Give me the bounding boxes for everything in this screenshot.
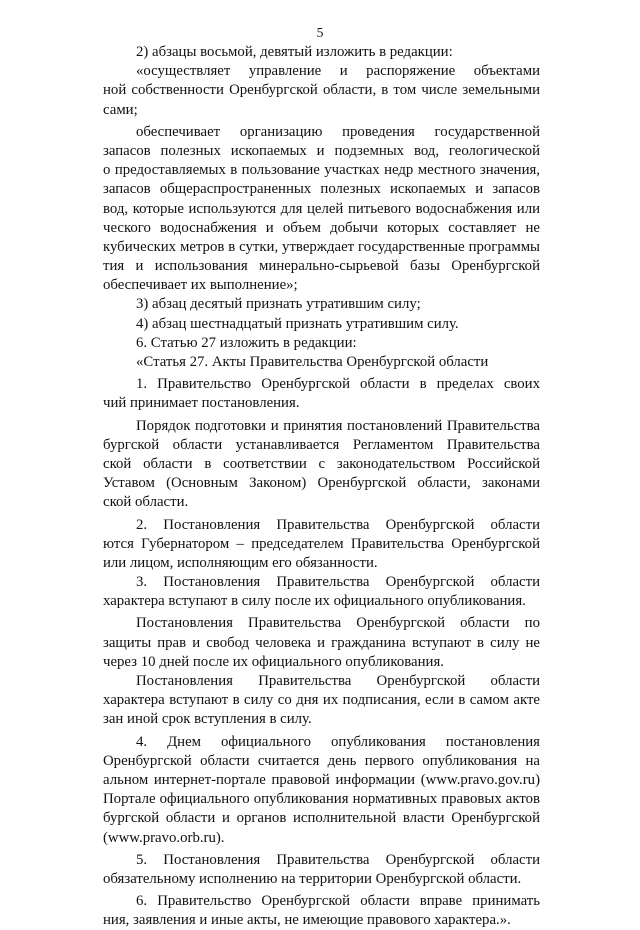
paragraph-line: (www.pravo.orb.ru). — [103, 829, 225, 846]
paragraph-line: 4. Днем официального опубликования постановления — [136, 733, 540, 750]
paragraph-line: ются Губернатором – председателем Правительства Оренбургской — [103, 535, 540, 552]
paragraph-line: характера вступают в силу после их официального опубликования. — [103, 593, 526, 610]
paragraph-line: обеспечивает их выполнение»; — [103, 277, 298, 294]
paragraph-line: запасов полезных ископаемых и подземных вод, геологической — [103, 142, 540, 159]
paragraph-line: 6. Правительство Оренбургской области вправе принимать — [136, 893, 540, 910]
paragraph-line: Постановления Правительства Оренбургской области — [136, 673, 540, 689]
paragraph-line: 6. Статью 27 изложить в редакции: — [136, 334, 357, 351]
article-heading: «Статья 27. Акты Правительства Оренбургской области — [136, 354, 489, 370]
paragraph-line: о предоставляемых в пользование участках недр местного значения, — [103, 162, 540, 179]
paragraph-line: чий принимает постановления. — [103, 395, 300, 412]
paragraph-line: Порядок подготовки и принятия постановлений Правительства — [136, 417, 540, 434]
paragraph-line: 5. Постановления Правительства Оренбургской области — [136, 851, 540, 868]
page-number: 5 — [316, 25, 324, 40]
paragraph-line: «осуществляет управление и распоряжение объектами — [136, 63, 540, 80]
paragraph-line: ной собственности Оренбургской области, в том числе земельными — [103, 82, 540, 99]
paragraph-line: вод, которые используются для целей питьевого водоснабжения или — [103, 200, 540, 217]
paragraph-line: защиты прав и свобод человека и гражданина вступают в силу не — [103, 634, 540, 651]
paragraph-line: или лицом, исполняющим его обязанности. — [103, 554, 378, 571]
paragraph-line: обеспечивает организацию проведения государственной — [136, 123, 540, 140]
paragraph-line: запасов общераспространенных полезных ископаемых и запасов — [103, 181, 540, 198]
paragraph-line: ческого водоснабжения и объем добычи которых составляет не — [103, 219, 540, 236]
paragraph-line: 3. Постановления Правительства Оренбургской области — [136, 574, 540, 591]
paragraph-line: тия и использования минерально-сырьевой базы Оренбургской — [103, 258, 540, 275]
paragraph-line: альном интернет-портале правовой информации (www.pravo.gov.ru) — [103, 771, 540, 788]
paragraph-line: ской области в соответствии с законодательством Российской — [103, 455, 540, 472]
paragraph-line: бургской области и органов исполнительной власти Оренбургской — [103, 810, 540, 827]
paragraph-line: Уставом (Основным Законом) Оренбургской области, законами — [103, 475, 540, 492]
paragraph-line: 4) абзац шестнадцатый признать утратившим силу. — [136, 315, 459, 332]
paragraph-line: бургской области устанавливается Регламентом Правительства — [103, 436, 540, 453]
paragraph-line: кубических метров в сутки, утверждает государственные программы — [103, 238, 540, 255]
paragraph-line: характера вступают в силу со дня их подписания, если в самом акте — [103, 692, 540, 709]
document-body — [103, 43, 540, 930]
paragraph-line: 2) абзацы восьмой, девятый изложить в редакции: — [136, 44, 453, 60]
paragraph-line: ской области. — [103, 494, 189, 511]
paragraph-line: обязательному исполнению на территории Оренбургской области. — [103, 870, 522, 887]
paragraph-line: Оренбургской области считается день первого опубликования на — [103, 752, 540, 769]
paragraph-line: сами; — [103, 101, 138, 118]
paragraph-line: 1. Правительство Оренбургской области в пределах своих — [136, 376, 540, 393]
paragraph-line: Постановления Правительства Оренбургской области по — [136, 615, 540, 632]
paragraph-line: 3) абзац десятый признать утратившим силу; — [136, 296, 421, 313]
paragraph-line: через 10 дней после их официального опубликования. — [103, 653, 444, 670]
paragraph-line: Портале официального опубликования нормативных правовых актов — [103, 791, 540, 808]
paragraph-line: ния, заявления и иные акты, не имеющие правового характера.». — [103, 912, 511, 929]
paragraph-line: зан иной срок вступления в силу. — [103, 711, 312, 728]
paragraph-line: 2. Постановления Правительства Оренбургской области — [136, 516, 540, 533]
